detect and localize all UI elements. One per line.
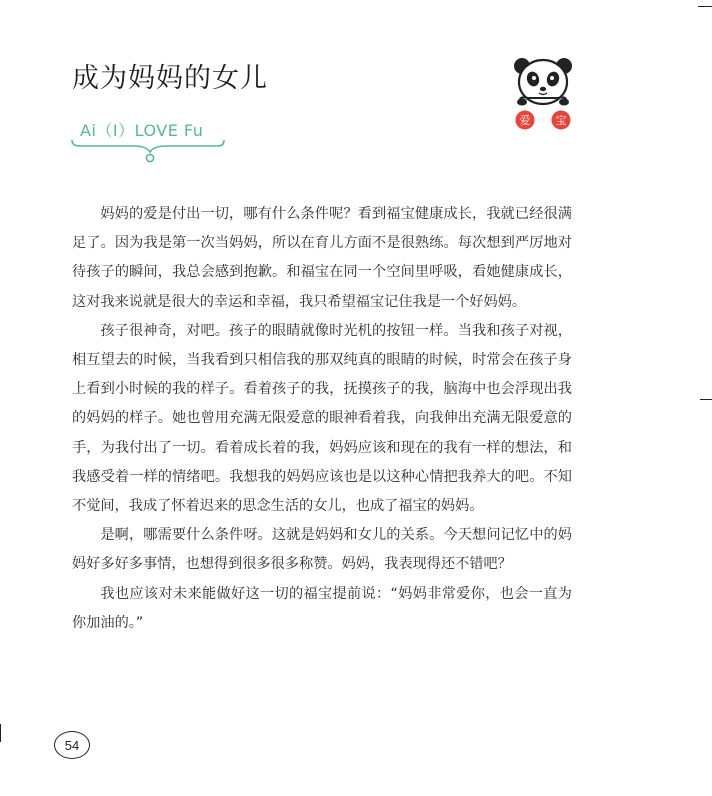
panda-mascot-icon — [510, 52, 576, 134]
paragraph: 是啊，哪需要什么条件呀。这就是妈妈和女儿的关系。今天想问记忆中的妈妈好多好多事情，也想得到很多很多称赞。妈妈，我表现得还不错吧？ — [72, 527, 572, 573]
subtitle-block — [70, 118, 230, 166]
page-number: 54 — [54, 731, 90, 759]
paragraph: 孩子很神奇，对吧。孩子的眼睛就像时光机的按钮一样。当我和孩子对视，相互望去的时候，当我看到只相信我的那双纯真的眼睛的时候，时常会在孩子身上看到小时候的我的样子。看着孩子的我，抚摸孩子的我，脑海中也会浮现出我的妈妈的样子。她也曾用充满无限爱意的眼神看着我，向我伸出充满无限爱意的手，为我付出了一切。看着成长着的我，妈妈应该和现在的我有一样的想法，和我感受着一样的情绪吧。我想我的妈妈应该也是以这种心情把我养大的吧。不知不觉间，我成了怀着迟来的思念生活的女儿，也成了福宝的妈妈。 — [72, 322, 572, 515]
svg-text:爱: 爱 — [519, 114, 531, 127]
paragraph: 妈妈的爱是付出一切，哪有什么条件呢？看到福宝健康成长，我就已经很满足了。因为我是第一次当妈妈，所以在育儿方面不是很熟练。每次想到严厉地对待孩子的瞬间，我总会感到抱歉。和福宝在同一个空间里呼吸，看她健康成长，这对我来说就是很大的幸运和幸福，我只希望福宝记住我是一个好妈妈。 — [72, 206, 572, 310]
subtitle: Ai（I）LOVE Fu — [80, 121, 204, 140]
article-body — [72, 200, 572, 638]
brace-decoration — [70, 138, 230, 166]
crop-mark — [698, 6, 712, 7]
page-title: 成为妈妈的女儿 — [72, 63, 268, 94]
paragraph: 我也应该对未来能做好这一切的福宝提前说：“妈妈非常爱你，也会一直为你加油的。” — [72, 585, 572, 631]
crop-mark — [0, 724, 1, 742]
crop-mark — [700, 399, 712, 400]
svg-text:宝: 宝 — [555, 114, 567, 127]
